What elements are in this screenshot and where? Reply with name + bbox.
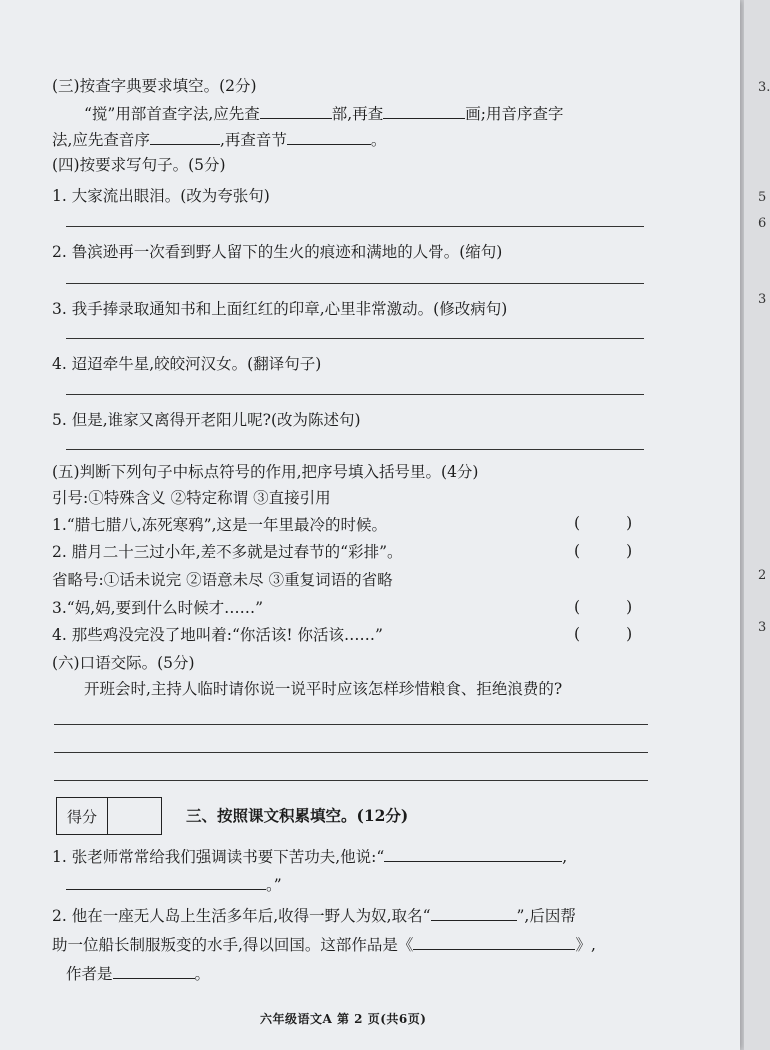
text: ,	[562, 848, 568, 866]
answer-parens[interactable]	[574, 597, 632, 617]
margin-mark: 3	[758, 292, 767, 307]
section-d-q1: 1. 大家流出眼泪。(改为夸张句)	[52, 187, 270, 205]
blank-initial[interactable]	[150, 128, 220, 145]
section-e-q3: 3.“妈,妈,要到什么时候才……”	[52, 599, 263, 617]
blank-radical[interactable]	[260, 102, 332, 119]
section-c-line1	[84, 102, 563, 124]
part-3-title: 三、按照课文积累填空。(12分)	[186, 806, 409, 825]
part-3-q1-cont	[52, 873, 282, 895]
section-e-q1: 1.“腊七腊八,冻死寒鸦”,这是一年里最冷的时候。	[52, 516, 387, 534]
blank-quote-1[interactable]	[384, 845, 562, 862]
part-3-q2	[52, 904, 576, 926]
text: 法,应先查音序	[52, 131, 150, 149]
answer-parens[interactable]	[574, 541, 632, 561]
answer-line[interactable]	[54, 780, 648, 781]
text: 作者是	[66, 965, 113, 983]
section-e-title: (五)判断下列句子中标点符号的作用,把序号填入括号里。(4分)	[52, 463, 479, 481]
score-box	[56, 797, 162, 835]
paren-open: (	[574, 598, 581, 616]
part-3-q1	[52, 845, 567, 867]
text: 。	[194, 965, 211, 983]
text: 。	[370, 131, 387, 149]
text: 2. 他在一座无人岛上生活多年后,收得一野人为奴,取名“	[52, 907, 431, 925]
paren-open: (	[574, 625, 581, 643]
section-d-q5: 5. 但是,谁家又离得开老阳儿呢?(改为陈述句)	[52, 411, 361, 429]
paren-close: )	[626, 598, 633, 616]
quote-options: 引号:①特殊含义 ②特定称谓 ③直接引用	[52, 489, 331, 507]
text: 1. 张老师常常给我们强调读书要下苦功夫,他说:“	[52, 848, 385, 866]
answer-line[interactable]	[54, 724, 648, 725]
margin-mark: 5	[758, 190, 767, 205]
margin-mark: 3.	[758, 80, 770, 95]
answer-line[interactable]	[66, 338, 644, 339]
section-d-title: (四)按要求写句子。(5分)	[52, 156, 226, 174]
answer-parens[interactable]	[574, 513, 632, 533]
paren-open: (	[574, 514, 581, 532]
paren-open: (	[574, 542, 581, 560]
text: “搅”用部首查字法,应先查	[84, 105, 260, 123]
part-3-q2-cont	[52, 933, 596, 955]
section-e-q2: 2. 腊月二十三过小年,差不多就是过春节的“彩排”。	[52, 543, 403, 561]
score-label: 得分	[57, 798, 108, 834]
margin-mark: 2	[758, 568, 767, 583]
section-c-line2	[52, 128, 386, 150]
text: 。”	[266, 876, 282, 894]
answer-line[interactable]	[66, 283, 644, 284]
text: 部,再查	[331, 105, 384, 123]
section-d-q4: 4. 迢迢牵牛星,皎皎河汉女。(翻译句子)	[52, 355, 322, 373]
paren-close: )	[626, 542, 633, 560]
answer-line[interactable]	[66, 394, 644, 395]
blank-author[interactable]	[113, 962, 195, 979]
blank-name[interactable]	[431, 904, 517, 921]
margin-mark: 3	[758, 620, 767, 635]
paren-close: )	[626, 514, 633, 532]
section-f-title: (六)口语交际。(5分)	[52, 654, 195, 672]
blank-syllable[interactable]	[287, 128, 371, 145]
section-e-q4: 4. 那些鸡没完没了地叫着:“你活该! 你活该……”	[52, 626, 383, 644]
next-page-edge	[744, 0, 770, 1050]
paren-close: )	[626, 625, 633, 643]
section-f-prompt: 开班会时,主持人临时请你说一说平时应该怎样珍惜粮食、拒绝浪费的?	[84, 680, 563, 698]
score-cell[interactable]	[108, 798, 161, 834]
blank-book[interactable]	[413, 933, 575, 950]
blank-quote-2[interactable]	[66, 873, 266, 890]
part-3-q2-author	[66, 962, 210, 984]
section-d-q3: 3. 我手捧录取通知书和上面红红的印章,心里非常激动。(修改病句)	[52, 300, 508, 318]
answer-line[interactable]	[66, 226, 644, 227]
margin-mark: 6	[758, 216, 767, 231]
text: 助一位船长制服叛变的水手,得以回国。这部作品是《	[52, 936, 414, 954]
page-footer: 六年级语文A 第 2 页(共6页)	[260, 1012, 427, 1026]
answer-line[interactable]	[54, 752, 648, 753]
blank-strokes[interactable]	[383, 102, 465, 119]
text: ”,后因帮	[516, 907, 576, 925]
text: 》,	[575, 936, 596, 954]
section-d-q2: 2. 鲁滨逊再一次看到野人留下的生火的痕迹和满地的人骨。(缩句)	[52, 243, 503, 261]
ellipsis-options: 省略号:①话未说完 ②语意未尽 ③重复词语的省略	[52, 571, 393, 589]
answer-parens[interactable]	[574, 624, 632, 644]
text: 画;用音序查字	[465, 105, 564, 123]
answer-line[interactable]	[66, 449, 644, 450]
section-c-title: (三)按查字典要求填空。(2分)	[52, 77, 257, 95]
text: ,再查音节	[219, 131, 287, 149]
